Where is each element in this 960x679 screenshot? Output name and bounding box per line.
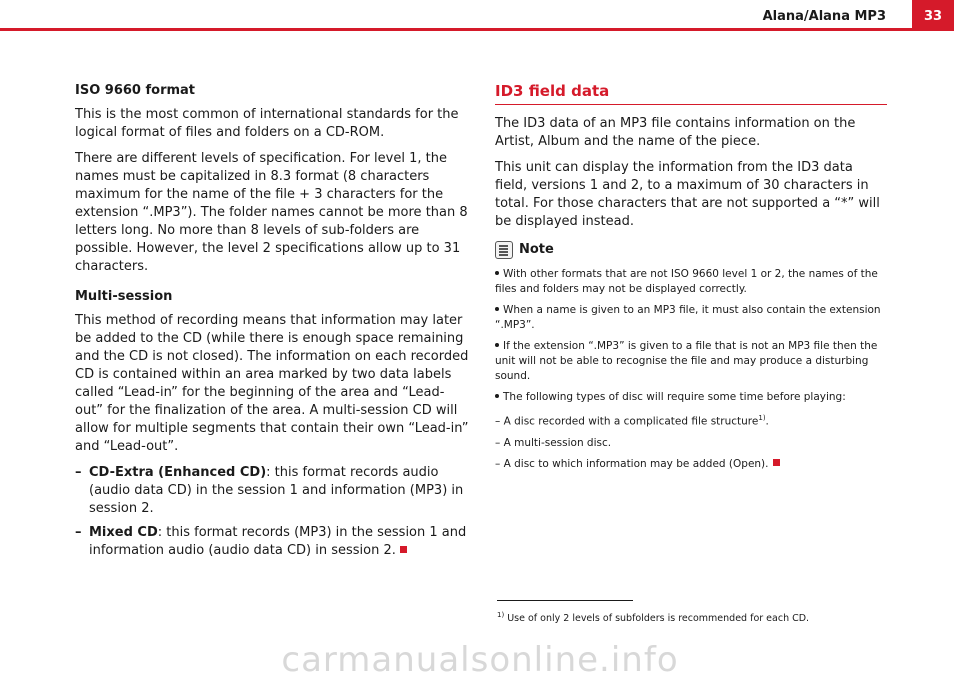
bullet-icon xyxy=(495,343,499,347)
end-of-section-mark xyxy=(400,546,407,553)
note-icon xyxy=(495,241,513,259)
disc-type-item: – A multi-session disc. xyxy=(495,436,612,449)
iso-paragraph-2: There are different levels of specification. For level 1, the names must be capitalized in 8.3 format (8 characters maximum for the name of the file + 3 characters for the extension “.MP3”). The folder names cannot be more than 8 letters long. No more than 8 levels of sub-folders are possible. However, the level 2 specifications allow up to 31 characters. xyxy=(75,151,468,274)
iso-heading: ISO 9660 format xyxy=(75,83,196,98)
bullet-icon xyxy=(495,307,499,311)
note-list xyxy=(495,267,887,472)
left-column xyxy=(75,82,470,566)
note-item: The following types of disc will require some time before playing: xyxy=(495,390,887,405)
format-item-mixed-cd xyxy=(75,524,470,560)
dash-marker: – xyxy=(75,525,82,540)
multi-session-heading: Multi-session xyxy=(75,289,173,304)
disc-type-item: – A disc recorded with a complicated file structure$^{1)}$. xyxy=(495,414,769,428)
page-header xyxy=(0,0,960,40)
bullet-icon xyxy=(495,271,499,275)
right-column xyxy=(495,82,887,478)
format-description: : this format records audio (audio data CD) in the session 1 and information (MP3) in session 2. xyxy=(89,465,464,516)
format-term: Mixed CD xyxy=(89,525,158,540)
footnote xyxy=(497,609,809,625)
page-number: 33 xyxy=(912,0,954,31)
header-title: Alana/Alana MP3 xyxy=(762,9,886,24)
footnote-marker: 1) xyxy=(497,611,505,619)
format-description: : this format records (MP3) in the session 1 and information audio (audio data CD) in session 2. xyxy=(89,525,467,558)
section-title: ID3 field data xyxy=(495,82,887,105)
iso-paragraph-1: This is the most common of international standards for the logical format of files and folders on a CD-ROM. xyxy=(75,107,459,140)
format-item-cd-extra xyxy=(75,464,470,518)
disc-type-item: – A disc to which information may be added (Open). xyxy=(495,457,887,472)
id3-paragraph-2: This unit can display the information from the ID3 data field, versions 1 and 2, to a maximum of 30 characters in total. For those characters that are not supported a “*” will be displayed instead. xyxy=(495,160,880,229)
footnote-text: Use of only 2 levels of subfolders is recommended for each CD. xyxy=(504,613,810,625)
format-term: CD-Extra (Enhanced CD) xyxy=(89,465,267,480)
watermark: carmanualsonline.info xyxy=(281,640,679,679)
multi-session-paragraph: This method of recording means that information may later be added to the CD (while there is enough space remaining and the CD is not closed). The information on each recorded CD is contained within an area marked by two data labels called “Lead-in” for the beginning of the area and “Lead-out” for the finalization of the area. A multi-session CD will allow for multiple segments that contain their own “Lead-in” and “Lead-out”. xyxy=(75,313,469,454)
footnote-rule xyxy=(497,600,633,601)
footnote-ref: 1) xyxy=(758,414,766,422)
dash-marker: – xyxy=(75,465,82,480)
bullet-icon xyxy=(495,394,499,398)
note-item: If the extension “.MP3” is given to a file that is not an MP3 file then the unit will not be able to recognise the file and may produce a disturbing sound. xyxy=(495,340,878,382)
note-item: With other formats that are not ISO 9660 level 1 or 2, the names of the files and folders may not be displayed correctly. xyxy=(495,268,878,295)
note-header xyxy=(495,241,887,259)
note-label: Note xyxy=(519,242,554,257)
end-of-section-mark xyxy=(773,459,780,466)
note-item: When a name is given to an MP3 file, it must also contain the extension “.MP3”. xyxy=(495,304,881,331)
header-rule xyxy=(0,28,912,31)
id3-paragraph-1: The ID3 data of an MP3 file contains information on the Artist, Album and the name of the piece. xyxy=(495,116,856,149)
